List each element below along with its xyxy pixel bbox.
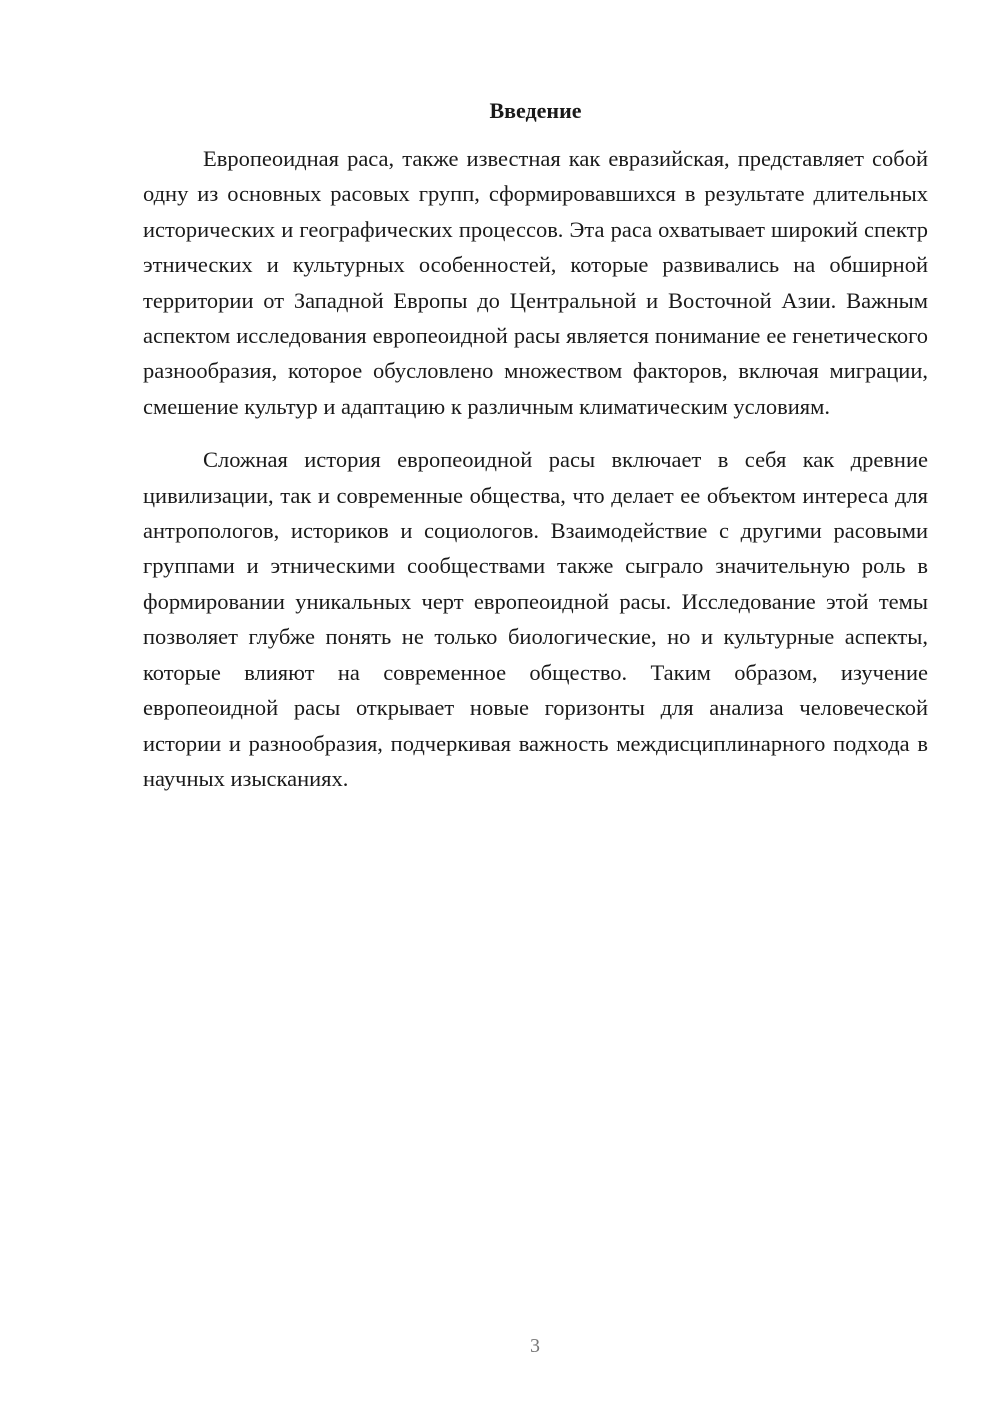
paragraph-2: Сложная история европеоидной расы включает в себя как древние цивилизации, так и современные общества, что делает ее объектом интереса для антропологов, историков и социологов. Взаимодействие с другими расовыми группами и этническими сообществами также сыграло значительную роль в формировании уникальных черт европеоидной расы. Исследование этой темы позволяет глубже понять не только биологические, но и культурные аспекты, которые влияют на современное общество. Таким образом, изучение европеоидной расы открывает новые горизонты для анализа человеческой истории и разнообразия, подчеркивая важность междисциплинарного подхода в научных изысканиях. <box>143 447 928 791</box>
paragraph-1: Европеоидная раса, также известная как евразийская, представляет собой одну из основных расовых групп, сформировавшихся в результате длительных исторических и географических процессов. Эта раса охватывает широкий спектр этнических и культурных особенностей, которые развивались на обширной территории от Западной Европы до Центральной и Восточной Азии. Важным аспектом исследования европеоидной расы является понимание ее генетического разнообразия, которое обусловлено множеством факторов, включая миграции, смешение культур и адаптацию к различным климатическим условиям. <box>143 146 928 419</box>
section-heading: Введение <box>489 98 582 123</box>
document-body <box>143 141 928 814</box>
page-number: 3 <box>530 1335 540 1357</box>
